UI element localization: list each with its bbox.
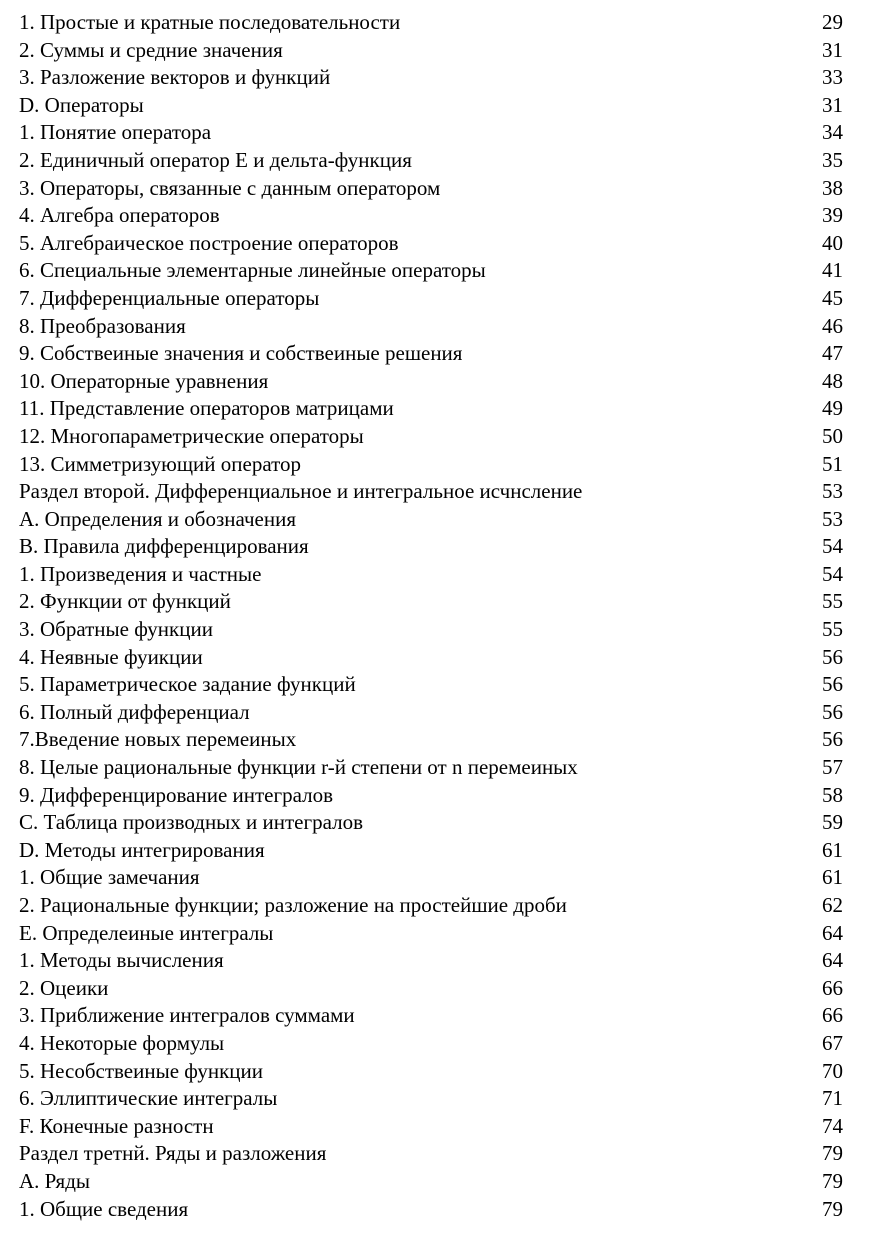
toc-entry-title: 3. Операторы, связанные с данным оператором [19, 175, 441, 200]
toc-entry [19, 202, 843, 230]
toc-entry-title: 3. Обратные функции [19, 617, 213, 642]
toc-entry-title: 7.Введение новых перемеиных [19, 727, 297, 752]
toc-entry-page-number: 46 [822, 313, 843, 338]
toc-entry-title: 13. Симметризующий оператор [19, 451, 301, 476]
toc-entry-title: 2. Суммы и средние значения [19, 37, 283, 62]
toc-entry-page-number: 35 [822, 147, 843, 172]
toc-entry-page-number: 53 [822, 506, 843, 531]
toc-entry-title: 2. Функции от функций [19, 589, 231, 614]
toc-entry-title: 1. Методы вычисления [19, 948, 224, 973]
toc-entry [19, 478, 843, 506]
toc-entry-page-number: 62 [822, 893, 843, 917]
toc-entry-page-number: 31 [822, 37, 843, 62]
toc-entry-page-number: 31 [822, 92, 843, 117]
toc-entry [19, 726, 843, 754]
toc-entry [19, 588, 843, 616]
toc-entry-title: 11. Представление операторов матрицами [19, 396, 394, 421]
toc-entry [19, 644, 843, 672]
toc-entry [19, 368, 843, 396]
toc-entry [19, 1030, 843, 1058]
toc-entry-title: 3. Разложение векторов и функций [19, 65, 331, 90]
toc-entry-title: В. Правила дифференцирования [19, 534, 309, 559]
toc-entry [19, 1085, 843, 1113]
toc-entry-page-number: 55 [822, 589, 843, 614]
toc-entry-page-number: 59 [822, 810, 843, 835]
toc-entry-title: Е. Определеиные интегралы [19, 920, 274, 945]
toc-entry [19, 285, 843, 313]
toc-entry-title: 1. Произведения и частные [19, 561, 262, 586]
toc-entry [19, 147, 843, 175]
toc-entry [19, 782, 843, 810]
toc-entry-page-number: 29 [822, 10, 843, 34]
toc-entry-page-number: 49 [822, 396, 843, 421]
toc-entry [19, 1058, 843, 1086]
toc-entry [19, 892, 843, 920]
toc-entry-title: D. Операторы [19, 92, 144, 117]
toc-entry-page-number: 40 [822, 230, 843, 255]
toc-entry [19, 64, 843, 92]
toc-entry [19, 864, 843, 892]
toc-entry-page-number: 38 [822, 175, 843, 200]
toc-entry-page-number: 48 [822, 368, 843, 393]
toc-entry [19, 9, 843, 37]
toc-entry [19, 340, 843, 368]
toc-entry [19, 175, 843, 203]
toc-entry [19, 395, 843, 423]
toc-entry-title: 9. Собствеиные значения и собствеиные решения [19, 341, 463, 366]
toc-entry-page-number: 55 [822, 617, 843, 642]
toc-entry [19, 92, 843, 120]
toc-entry-title: 8. Преобразования [19, 313, 186, 338]
toc-entry-title: 6. Специальные элементарные линейные операторы [19, 258, 486, 283]
toc-entry-page-number: 34 [822, 120, 843, 145]
toc-entry-title: 7. Дифференциальные операторы [19, 285, 320, 310]
toc-entry-title: 4. Неявные фуикции [19, 644, 203, 669]
toc-entry-title: А. Ряды [19, 1168, 90, 1193]
toc-entry-title: 4. Алгебра операторов [19, 203, 220, 228]
toc-entry [19, 1002, 843, 1030]
toc-entry-page-number: 53 [822, 479, 843, 504]
toc-entry-page-number: 41 [822, 258, 843, 283]
toc-entry [19, 506, 843, 534]
toc-entry [19, 1168, 843, 1196]
toc-entry-page-number: 61 [822, 837, 843, 862]
toc-entry-page-number: 64 [822, 920, 843, 945]
toc-entry [19, 37, 843, 65]
toc-entry-page-number: 61 [822, 865, 843, 890]
toc-entry [19, 754, 843, 782]
toc-entry-title: 10. Операторные уравнения [19, 368, 269, 393]
toc-entry-title: 1. Понятие оператора [19, 120, 212, 145]
toc-entry-title: 4. Некоторые формулы [19, 1030, 225, 1055]
toc-entry [19, 975, 843, 1003]
toc-entry [19, 451, 843, 479]
toc-entry-page-number: 51 [822, 451, 843, 476]
toc-entry-page-number: 47 [822, 341, 843, 366]
toc-entry-title: 12. Многопараметрические операторы [19, 423, 364, 448]
toc-entry-page-number: 66 [822, 975, 843, 1000]
toc-entry [19, 837, 843, 865]
toc-entry-page-number: 56 [822, 672, 843, 697]
toc-entry-title: 3. Приближение интегралов суммами [19, 1003, 355, 1028]
toc-entry-page-number: 64 [822, 948, 843, 973]
toc-entry [19, 119, 843, 147]
toc-entry-title: 2. Единичный оператор Е и дельта-функция [19, 147, 412, 172]
toc-entry-page-number: 56 [822, 699, 843, 724]
toc-entry [19, 313, 843, 341]
toc-entry-page-number: 79 [822, 1141, 843, 1166]
table-of-contents [19, 9, 843, 1223]
toc-entry [19, 699, 843, 727]
toc-entry [19, 533, 843, 561]
toc-entry-page-number: 74 [822, 1113, 843, 1138]
toc-entry [19, 1140, 843, 1168]
toc-entry-page-number: 56 [822, 644, 843, 669]
toc-entry-page-number: 70 [822, 1058, 843, 1083]
toc-entry-page-number: 71 [822, 1086, 843, 1111]
toc-entry-page-number: 45 [822, 285, 843, 310]
toc-entry-title: 1. Общие замечания [19, 865, 200, 890]
toc-entry-title: F. Конечные разностн [19, 1113, 214, 1138]
toc-entry-title: D. Методы интегрирования [19, 837, 265, 862]
toc-entry [19, 423, 843, 451]
toc-entry-title: 2. Рациональные функции; разложение на простейшие дроби [19, 893, 567, 917]
toc-entry [19, 671, 843, 699]
toc-entry-title: 8. Целые рациональные функции r-й степени от n перемеиных [19, 755, 578, 780]
toc-entry-title: 1. Простые и кратные последовательности [19, 10, 401, 34]
toc-entry-title: А. Определения и обозначения [19, 506, 297, 531]
toc-entry-page-number: 67 [822, 1030, 843, 1055]
toc-entry-title: 5. Параметрическое задание функций [19, 672, 356, 697]
toc-entry-title: 5. Несобствеиные функции [19, 1058, 264, 1083]
toc-entry-page-number: 50 [822, 423, 843, 448]
toc-entry-page-number: 58 [822, 782, 843, 807]
toc-entry-page-number: 54 [822, 534, 843, 559]
toc-entry-title: 2. Оцеики [19, 975, 109, 1000]
toc-entry-title: 1. Общие сведения [19, 1196, 189, 1221]
toc-entry [19, 230, 843, 258]
toc-entry-title: Раздел второй. Дифференциальное и интегральное исчнсление [19, 479, 583, 504]
toc-entry [19, 920, 843, 948]
toc-entry [19, 809, 843, 837]
toc-entry [19, 1113, 843, 1141]
toc-entry-page-number: 54 [822, 561, 843, 586]
toc-entry-title: 6. Эллиптические интегралы [19, 1086, 278, 1111]
toc-entry-title: Раздел третнй. Ряды и разложения [19, 1141, 327, 1166]
toc-entry-page-number: 33 [822, 65, 843, 90]
toc-entry-page-number: 57 [822, 755, 843, 780]
toc-entry-page-number: 79 [822, 1196, 843, 1221]
toc-entry-title: 9. Дифференцирование интегралов [19, 782, 334, 807]
toc-entry [19, 947, 843, 975]
toc-entry-page-number: 56 [822, 727, 843, 752]
toc-entry-page-number: 39 [822, 203, 843, 228]
toc-entry [19, 561, 843, 589]
toc-entry [19, 1196, 843, 1224]
toc-entry-title: 5. Алгебраическое построение операторов [19, 230, 399, 255]
toc-entry [19, 257, 843, 285]
toc-entry [19, 616, 843, 644]
toc-entry-title: 6. Полный дифференциал [19, 699, 250, 724]
toc-entry-title: С. Таблица производных и интегралов [19, 810, 364, 835]
toc-entry-page-number: 79 [822, 1168, 843, 1193]
toc-entry-page-number: 66 [822, 1003, 843, 1028]
